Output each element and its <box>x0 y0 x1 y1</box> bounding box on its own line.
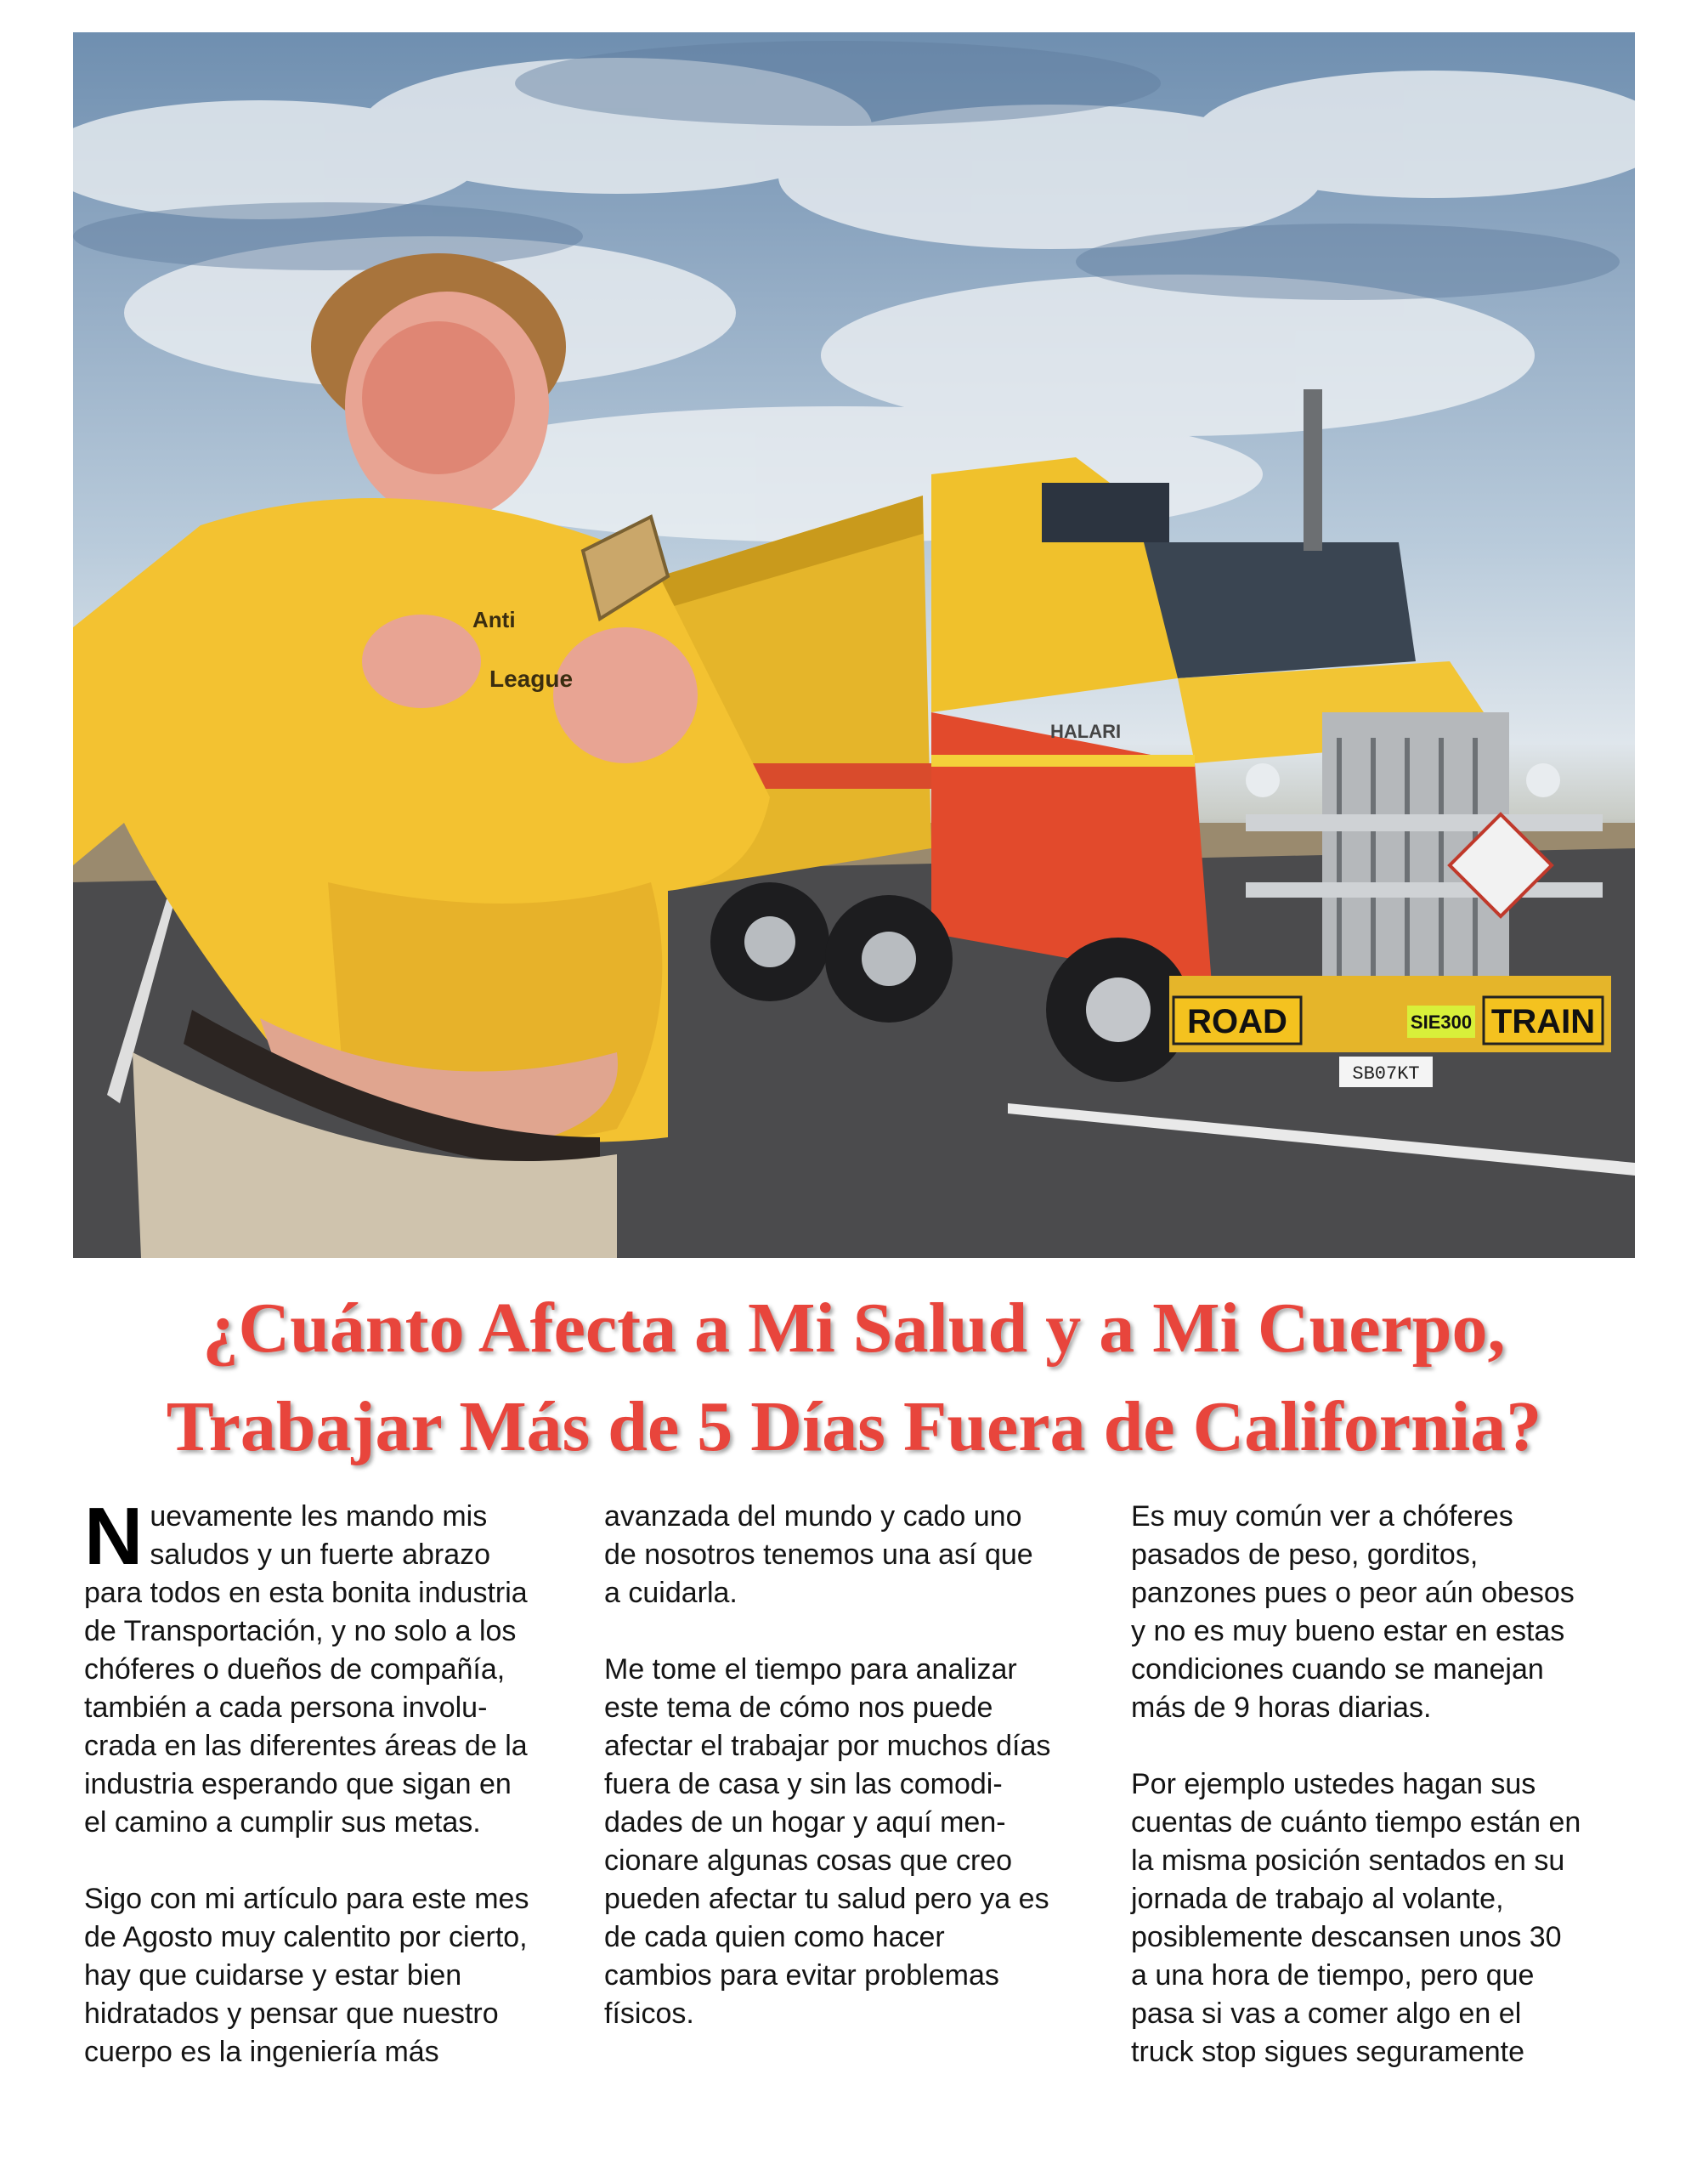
text-line: saludos y un fuerte abrazo <box>150 1538 491 1571</box>
paragraph <box>84 1491 590 1842</box>
text-line: Me tome el tiempo para analizar <box>604 1653 1017 1686</box>
clouds <box>73 58 1635 542</box>
text-line: físicos. <box>604 1998 694 2030</box>
text-line: este tema de cómo nos puede <box>604 1692 993 1724</box>
text-line: a cuidarla. <box>604 1577 738 1609</box>
text-line: posiblemente descansen unos 30 <box>1131 1921 1562 1953</box>
paragraph <box>1131 1765 1637 2071</box>
man-figure <box>73 253 770 1258</box>
text-line: la misma posición sentados en su <box>1131 1844 1565 1877</box>
paragraph <box>604 1498 1110 1612</box>
text-line: pasa si vas a comer algo en el <box>1131 1998 1522 2030</box>
text-line: crada en las diferentes áreas de la <box>84 1730 528 1762</box>
text-line: Es muy común ver a chóferes <box>1131 1500 1513 1533</box>
article-headline <box>0 1279 1708 1476</box>
text-line: uevamente les mando mis <box>150 1500 488 1533</box>
text-line: panzones pues o peor aún obesos <box>1131 1577 1575 1609</box>
text-line: cuerpo es la ingeniería más <box>84 2036 439 2068</box>
plate-road: ROAD <box>1187 1003 1287 1040</box>
truck-brand: HALARI <box>1050 721 1122 742</box>
paragraph <box>604 1651 1110 2033</box>
paragraph <box>84 1880 590 2071</box>
paragraph <box>1131 1498 1637 1727</box>
article-column-2 <box>604 1498 1110 2071</box>
text-line: dades de un hogar y aquí men- <box>604 1806 1006 1839</box>
headline-line-1: ¿Cuánto Afecta a Mi Salud y a Mi Cuerpo, <box>202 1289 1506 1368</box>
text-line: de nosotros tenemos una así que <box>604 1538 1033 1571</box>
shirt-text-2: League <box>489 666 574 692</box>
text-line: avanzada del mundo y cado uno <box>604 1500 1022 1533</box>
text-line: fuera de casa y sin las comodi- <box>604 1768 1003 1800</box>
headline-line-2: Trabajar Más de 5 Días Fuera de California? <box>166 1387 1542 1466</box>
text-line: chóferes o dueños de compañía, <box>84 1653 506 1686</box>
text-line: también a cada persona involu- <box>84 1692 488 1724</box>
text-line: pueden afectar tu salud pero ya es <box>604 1883 1049 1915</box>
text-line: hidratados y pensar que nuestro <box>84 1998 499 2030</box>
article-column-1 <box>84 1491 590 2110</box>
text-line: más de 9 horas diarias. <box>1131 1692 1432 1724</box>
hero-illustration <box>73 32 1635 1258</box>
text-line: de Transportación, y no solo a los <box>84 1615 517 1647</box>
article-column-3 <box>1131 1498 1637 2110</box>
drop-cap: N <box>84 1491 144 1582</box>
plate-center: SIE300 <box>1410 1012 1473 1033</box>
text-line: afectar el trabajar por muchos días <box>604 1730 1051 1762</box>
text-line: truck stop sigues seguramente <box>1131 2036 1525 2068</box>
text-line: cuentas de cuánto tiempo están en <box>1131 1806 1581 1839</box>
text-line: a una hora de tiempo, pero que <box>1131 1959 1535 1992</box>
text-line: de Agosto muy calentito por cierto, <box>84 1921 528 1953</box>
text-line: pasados de peso, gorditos, <box>1131 1538 1479 1571</box>
text-line: jornada de trabajo al volante, <box>1131 1883 1504 1915</box>
text-line: condiciones cuando se manejan <box>1131 1653 1544 1686</box>
text-line: para todos en esta bonita industria <box>84 1577 528 1609</box>
text-line: cionare algunas cosas que creo <box>604 1844 1013 1877</box>
text-line: industria esperando que sigan en <box>84 1768 512 1800</box>
plate-train: TRAIN <box>1490 1003 1596 1040</box>
hero-photo <box>73 32 1635 1258</box>
registration-plate: SB07KT <box>1352 1063 1420 1085</box>
shirt-text-1: Anti <box>472 607 516 632</box>
text-line: Por ejemplo ustedes hagan sus <box>1131 1768 1536 1800</box>
text-line: y no es muy bueno estar en estas <box>1131 1615 1565 1647</box>
text-line: de cada quien como hacer <box>604 1921 945 1953</box>
text-line: el camino a cumplir sus metas. <box>84 1806 481 1839</box>
text-line: hay que cuidarse y estar bien <box>84 1959 462 1992</box>
text-line: Sigo con mi artículo para este mes <box>84 1883 529 1915</box>
text-line: cambios para evitar problemas <box>604 1959 999 1992</box>
